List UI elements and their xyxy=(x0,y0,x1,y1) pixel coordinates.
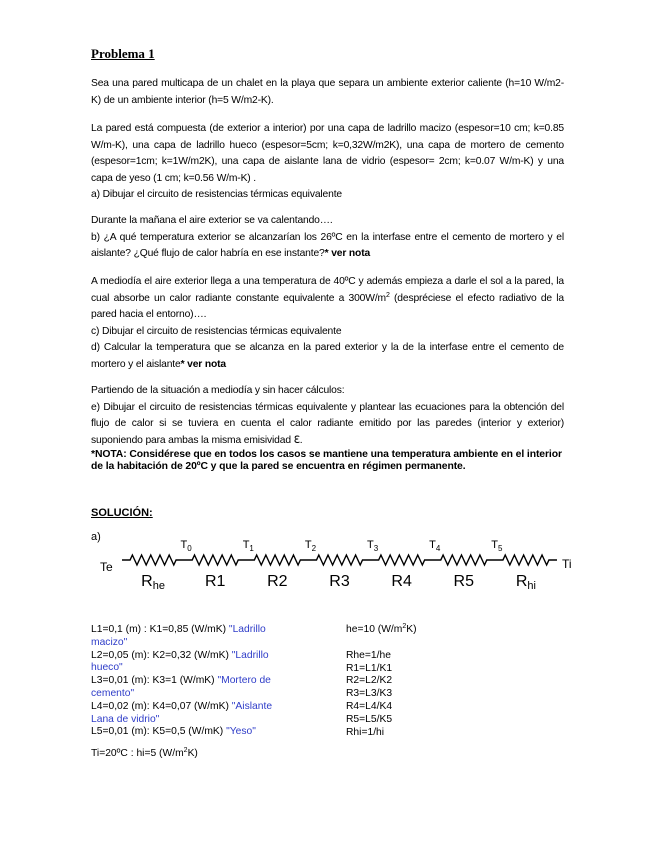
formula-line: R3=L3/K3 xyxy=(346,688,393,700)
morning-paragraph xyxy=(91,213,564,263)
question-d xyxy=(91,340,564,373)
layer-material: "Mortero de xyxy=(217,675,271,687)
formula-line: R5=L5/K5 xyxy=(346,713,393,725)
formula-line: R4=L4/K4 xyxy=(346,700,393,712)
layer-row xyxy=(91,726,306,739)
te-label: Te xyxy=(100,560,113,574)
layer-material: "Ladrillo xyxy=(228,624,266,635)
ti-hi-values xyxy=(91,748,198,759)
layer-material-cont: Lana de vidrio" xyxy=(91,713,160,725)
resistor-label: R5 xyxy=(453,573,475,590)
composition-paragraph xyxy=(91,121,564,204)
ti-label: Ti xyxy=(562,557,572,571)
noon-text xyxy=(91,274,564,324)
he-end: K) xyxy=(406,624,417,635)
formula-line: R2=L2/K2 xyxy=(346,675,393,687)
layer-material-cont: hueco" xyxy=(91,662,123,674)
formula-line: Rhe=1/he xyxy=(346,649,391,661)
formula-line: Rhi=1/hi xyxy=(346,726,385,738)
layer-material-cont: macizo" xyxy=(91,636,128,648)
afternoon-text: Partiendo de la situación a mediodía y sin hacer cálculos: xyxy=(91,385,345,396)
circuit-labels xyxy=(141,539,536,592)
layer-material: "Ladrillo xyxy=(231,649,269,661)
node-label: $T_2$ xyxy=(304,539,317,553)
afternoon-paragraph xyxy=(91,383,564,449)
resistor-label: R3 xyxy=(329,573,350,590)
node-label: $T_3$ xyxy=(366,539,379,553)
layer-row xyxy=(91,675,306,688)
intro-text: Sea una pared multicapa de un chalet en la playa que separa un ambiente exterior caliente (h=10 W/m2-K) de un ambiente interior (h=5 W/m2-K). xyxy=(91,78,564,106)
resistor-chain xyxy=(122,555,557,565)
question-d-note: * ver nota xyxy=(180,358,226,370)
node-label: $T_1$ xyxy=(242,539,254,553)
nota-text: *NOTA: Considérese que en todos los casos se mantiene una temperatura ambiente en el interior de la habitación de 20ºC y que la pared se encuentra en régimen permanente. xyxy=(91,449,562,472)
composition-text: La pared está compuesta (de exterior a interior) por una capa de ladrillo macizo (espesor=10 cm; k=0.85 W/m-K), una capa de ladrillo hueco (espesor=5cm; k=0,32W/m2K), una capa de mortero de cemento (espesor=1cm; k=1W/m2K), una capa de aislante lana de vidrio (espesor= 2cm; k=0.07 W/m-K) y una capa de yeso (1 cm; k=0.56 W/m-K) . xyxy=(91,123,564,184)
noon-text-a: A mediodía el aire exterior llega a una temperatura de 40ºC y además empieza a darle el sol a la pared, la cual absorbe un calor radiante constante equivalente a 300W/m xyxy=(91,276,564,304)
noon-paragraph xyxy=(91,274,564,373)
question-b-text: b) ¿A qué temperatura exterior se alcanzarían los 26ºC en la interfase entre el cemento de mortero y el aislante? ¿Qué flujo de calor habría en ese instante? xyxy=(91,231,564,259)
resistor-label: R1 xyxy=(204,573,226,590)
thermal-circuit-diagram xyxy=(0,536,655,596)
node-label: $T_0$ xyxy=(180,539,192,553)
resistor-label: R4 xyxy=(391,573,412,590)
he-value xyxy=(346,624,417,637)
question-a: a) Dibujar el circuito de resistencias térmicas equivalente xyxy=(91,189,342,200)
problem-title: Problema 1 xyxy=(91,46,155,61)
question-b-note: * ver nota xyxy=(324,248,371,259)
ti-end: K) xyxy=(187,748,198,759)
he-sup: 2 xyxy=(402,623,407,630)
layer-material: "Yeso" xyxy=(226,726,256,738)
layer-props: L2=0,05 (m): K2=0,32 (W/mK) xyxy=(91,649,232,661)
noon-superscript: 2 xyxy=(385,291,390,299)
circuit-wires xyxy=(122,555,557,565)
node-label: $T_4$ xyxy=(429,539,441,553)
resistor-label: Rhi xyxy=(515,573,536,592)
noon-text-b: (despréciese el efecto radiativo de la pared hacia el entorno)…. xyxy=(91,292,564,320)
solution-heading: SOLUCIÓN: xyxy=(91,507,153,519)
question-e: e) Dibujar el circuito de resistencias térmicas equivalente y plantear las ecuaciones para la obtención del flujo de calor si se tuviera en cuenta el calor radiante emitido por las paredes (interior y exterior) suponiendo para ambas la misma emisividad ℇ. xyxy=(91,401,564,446)
question-c: c) Dibujar el circuito de resistencias térmicas equivalente xyxy=(91,325,342,337)
he-text: he=10 (W/m xyxy=(346,624,403,635)
layer-data-list xyxy=(91,624,306,739)
resistor-label: R2 xyxy=(267,573,288,590)
ti-sup: 2 xyxy=(183,747,188,754)
formula-line: R1=L1/K1 xyxy=(346,662,393,674)
layer-props: L3=0,01 (m): K3=1 (W/mK) xyxy=(91,675,218,687)
layer-material-cont: cemento" xyxy=(91,687,135,699)
part-a-label: a) xyxy=(91,531,101,543)
layer-row xyxy=(91,650,306,663)
question-b xyxy=(91,230,564,263)
ti-text: Ti=20ºC : hi=5 (W/m xyxy=(91,748,184,759)
node-label: $T_5$ xyxy=(491,539,503,553)
layer-props: L1=0,1 (m) : K1=0,85 (W/mK) xyxy=(91,624,229,635)
question-d-text: d) Calcular la temperatura que se alcanza en la pared exterior y la de la interfase entre el cemento de mortero y el aislante xyxy=(91,342,564,370)
layer-row xyxy=(91,701,306,714)
layer-row xyxy=(91,624,306,637)
layer-props: L5=0,01 (m): K5=0,5 (W/mK) xyxy=(91,726,227,738)
layer-props: L4=0,02 (m): K4=0,07 (W/mK) xyxy=(91,700,232,712)
formula-list xyxy=(346,624,417,739)
intro-paragraph xyxy=(91,76,564,109)
morning-text: Durante la mañana el aire exterior se va calentando…. xyxy=(91,215,333,226)
resistor-label: Rhe xyxy=(141,573,165,592)
layer-material: "Aislante xyxy=(231,700,273,712)
